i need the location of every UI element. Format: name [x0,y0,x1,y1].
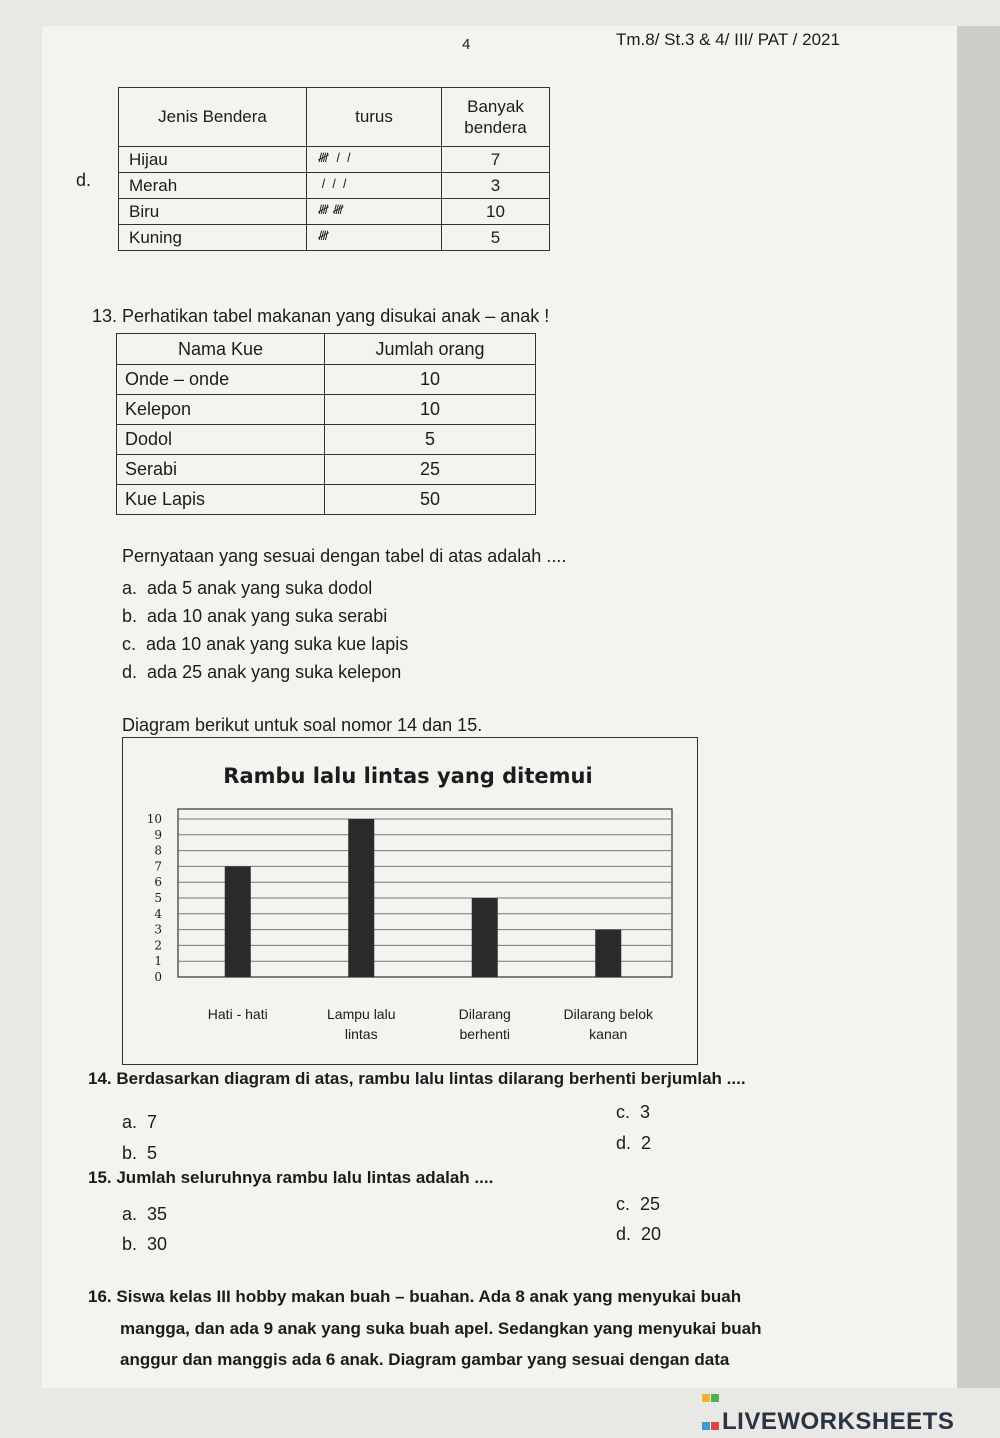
header-turus: turus [307,88,442,147]
flag-name: Biru [119,199,307,225]
flag-count: 10 [442,199,550,225]
y-tick-label: 4 [154,906,162,921]
tally-marks: 𝍸 [307,225,442,251]
table-row [117,395,536,425]
cake-count: 25 [325,455,536,485]
question-16-line-2: mangga, dan ada 9 anak yang suka buah apel. Sedangkan yang menyukai buah [120,1319,762,1338]
y-tick-label: 8 [154,843,162,858]
flag-count: 7 [442,147,550,173]
cake-name: Dodol [117,425,325,455]
option-a[interactable] [122,1204,167,1225]
flag-name: Merah [119,173,307,199]
flag-name: Hijau [119,147,307,173]
option-c[interactable] [616,1102,650,1123]
y-tick-label: 9 [154,827,162,842]
option-text: ada 25 anak yang suka kelepon [147,662,402,682]
logo-mark-icon [702,1382,720,1400]
cake-count: 5 [325,425,536,455]
cake-count: 10 [325,395,536,425]
liveworksheets-logo[interactable] [702,1382,954,1436]
y-tick-label: 2 [154,938,162,953]
x-tick-label: kanan [589,1026,628,1042]
y-tick-label: 7 [154,859,162,874]
table-row [119,225,550,251]
question-16-line-3: anggur dan manggis ada 6 anak. Diagram gambar yang sesuai dengan data [120,1350,730,1369]
option-text: 2 [641,1133,652,1153]
option-text: 30 [147,1234,168,1254]
option-d[interactable] [122,662,401,683]
y-tick-label: 5 [154,891,162,905]
option-letter: d. [616,1133,632,1153]
option-letter: a. [122,1204,138,1224]
cake-count: 50 [325,485,536,515]
cake-count: 10 [325,365,536,395]
y-tick-label: 0 [154,970,162,984]
option-letter: c. [122,634,137,654]
question-14-text: 14. Berdasarkan diagram di atas, rambu lalu lintas dilarang berhenti berjumlah .... [88,1069,746,1088]
bar-1 [225,866,251,977]
option-letter: a. [122,1112,138,1132]
y-tick-label: 6 [154,875,162,890]
header-banyak: Banyak bendera [442,88,550,147]
page-edge [957,26,1000,1388]
option-c[interactable] [616,1194,660,1215]
cake-name: Kelepon [117,395,325,425]
option-letter-d: d. [76,170,92,190]
option-d[interactable] [616,1133,651,1154]
bar-3 [472,898,498,977]
y-tick-label: 10 [146,812,162,826]
table-row [119,199,550,225]
option-letter: b. [122,1234,138,1254]
cake-name: Serabi [117,455,325,485]
option-letter: d. [616,1224,632,1244]
table-row [117,455,536,485]
cake-table [116,333,536,515]
tally-marks: 𝍸 𝍸 [307,199,442,225]
y-tick-label: 3 [154,922,162,937]
option-a[interactable] [122,578,372,599]
table-row [117,485,536,515]
cake-name: Onde – onde [117,365,325,395]
header-jumlah-orang: Jumlah orang [325,334,536,365]
header-jenis: Jenis Bendera [119,88,307,147]
bar-4 [595,930,621,977]
flag-count: 5 [442,225,550,251]
x-tick-label: lintas [344,1026,378,1042]
question-15-text: 15. Jumlah seluruhnya rambu lalu lintas adalah .... [88,1168,494,1187]
tally-marks: 𝍸 𝍷𝍷 [307,147,442,173]
option-d[interactable] [616,1224,661,1245]
table-row [119,173,550,199]
flag-name: Kuning [119,225,307,251]
option-letter: c. [616,1102,631,1122]
x-tick-label: Dilarang belok [563,1006,653,1022]
option-letter: b. [122,1143,138,1163]
question-13-statement: Pernyataan yang sesuai dengan tabel di atas adalah .... [122,546,567,566]
diagram-intro: Diagram berikut untuk soal nomor 14 dan 15. [122,715,483,735]
flag-count: 3 [442,173,550,199]
x-tick-label: Lampu lalu [327,1006,396,1022]
option-c[interactable] [122,634,408,655]
page-number: 4 [462,36,471,53]
option-letter: b. [122,606,138,626]
bar-2 [348,819,374,977]
x-tick-label: Hati - hati [207,1006,268,1022]
question-16-line-1: 16. Siswa kelas III hobby makan buah – buahan. Ada 8 anak yang menyukai buah [88,1287,742,1306]
header-nama-kue: Nama Kue [117,334,325,365]
table-row [117,425,536,455]
chart-title: Rambu lalu lintas yang ditemui [223,764,593,788]
option-b[interactable] [122,1234,167,1255]
option-text: 5 [147,1143,158,1163]
bar-chart [122,737,696,1063]
option-text: 3 [640,1102,651,1122]
option-b[interactable] [122,1143,157,1164]
y-tick-label: 1 [154,954,162,969]
option-letter: d. [122,662,138,682]
option-text: 7 [147,1112,158,1132]
option-letter: c. [616,1194,631,1214]
x-tick-label: berhenti [459,1026,511,1042]
tally-marks: 𝍷𝍷𝍷 [307,173,442,199]
flag-table [118,87,550,251]
logo-text: LIVEWORKSHEETS [722,1408,955,1435]
option-letter: a. [122,578,138,598]
table-row [117,365,536,395]
option-text: ada 10 anak yang suka kue lapis [146,634,409,654]
option-text: 35 [147,1204,168,1224]
exam-code: Tm.8/ St.3 & 4/ III/ PAT / 2021 [616,30,840,49]
table-row [119,147,550,173]
option-b[interactable] [122,606,387,627]
option-text: 25 [640,1194,661,1214]
option-a[interactable] [122,1112,157,1133]
option-text: 20 [641,1224,662,1244]
question-13-text: 13. Perhatikan tabel makanan yang disukai anak – anak ! [92,306,550,326]
option-text: ada 5 anak yang suka dodol [147,578,373,598]
option-text: ada 10 anak yang suka serabi [147,606,388,626]
x-tick-label: Dilarang [458,1006,511,1022]
cake-name: Kue Lapis [117,485,325,515]
